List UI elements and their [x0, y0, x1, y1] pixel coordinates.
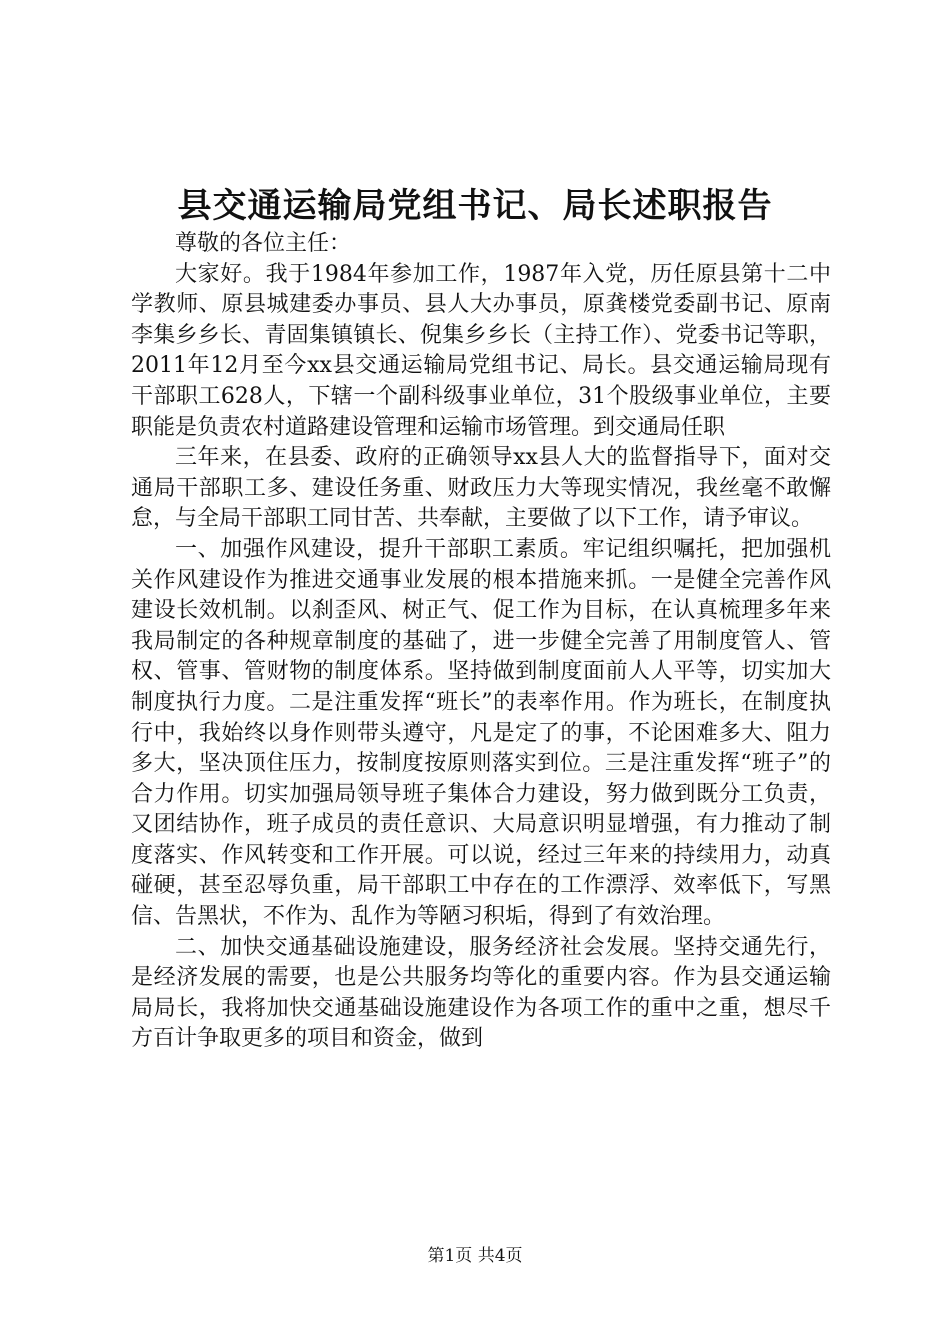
document-title: 县交通运输局党组书记、局长述职报告: [177, 186, 773, 226]
salutation: 尊敬的各位主任：: [175, 231, 352, 256]
paragraph: 一、加强作风建设，提升干部职工素质。牢记组织嘱托，把加强机关作风建设作为推进交通事业发展的根本措施来抓。一是健全完善作风建设长效机制。以刹歪风、树正气、促工作为目标，在认真梳理多年来我局制定的各种规章制度的基础了，进一步健全完善了用制度管人、管权、管事、管财物的制度体系。坚持做到制度面前人人平等，切实加大制度执行力度。二是注重发挥“班长”的表率作用。作为班长，在制度执行中，我始终以身作则带头遵守，凡是定了的事，不论困难多大、阻力多大，坚决顶住压力，按制度按原则落实到位。三是注重发挥“班子”的合力作用。切实加强局领导班子集体合力建设，努力做到既分工负责，又团结协作，班子成员的责任意识、大局意识明显增强，有力推动了制度落实、作风转变和工作开展。可以说，经过三年来的持续用力，动真碰硬，甚至忍辱负重，局干部职工中存在的工作漂浮、效率低下，写黑信、告黑状，不作为、乱作为等陋习积垢，得到了有效治理。: [131, 536, 831, 930]
paragraph: 二、加快交通基础设施建设，服务经济社会发展。坚持交通先行，是经济发展的需要，也是公共服务均等化的重要内容。作为县交通运输局局长，我将加快交通基础设施建设作为各项工作的重中之重，想尽千方百计争取更多的项目和资金，做到: [131, 934, 831, 1052]
paragraph: 大家好。我于1984年参加工作，1987年入党，历任原县第十二中学教师、原县城建委办事员、县人大办事员，原龚楼党委副书记、原南李集乡乡长、青固集镇镇长、倪集乡乡长（主持工作）、党委书记等职，2011年12月至今xx县交通运输局党组书记、局长。县交通运输局现有干部职工628人，下辖一个副科级事业单位，31个股级事业单位，主要职能是负责农村道路建设管理和运输市场管理。到交通局任职: [131, 261, 831, 440]
paragraph: 三年来，在县委、政府的正确领导xx县人大的监督指导下，面对交通局干部职工多、建设任务重、财政压力大等现实情况，我丝毫不敢懈怠，与全局干部职工同甘苦、共奉献，主要做了以下工作，请予审议。: [131, 445, 831, 532]
page-number-footer: 第1页 共4页: [427, 1246, 523, 1266]
document-body: [131, 229, 831, 1055]
